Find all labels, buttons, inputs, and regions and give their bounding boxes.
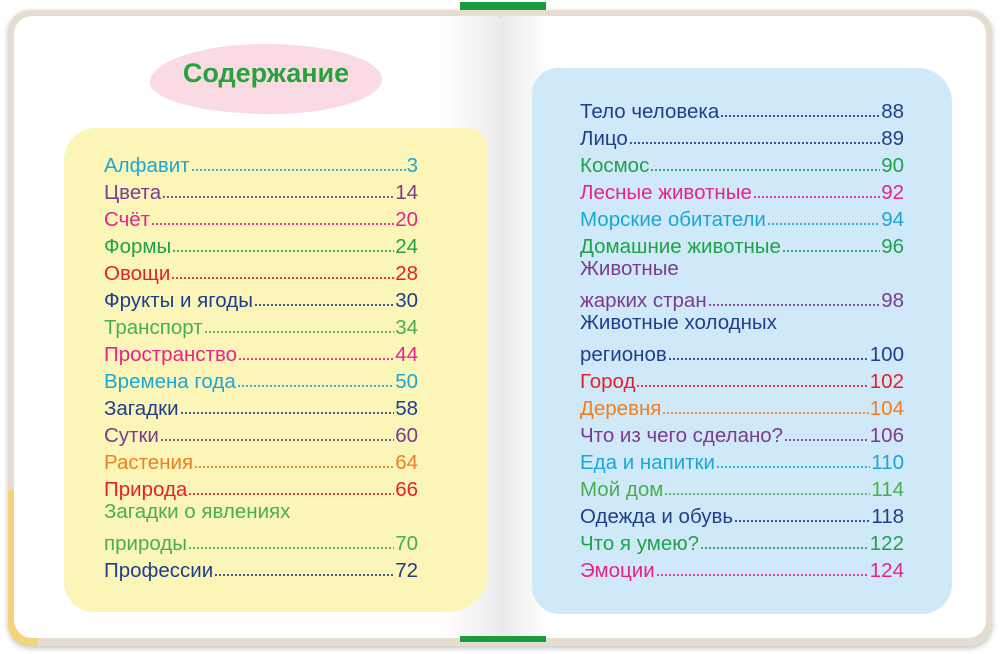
dot-leader bbox=[720, 114, 880, 118]
contents-entry[interactable] bbox=[580, 96, 904, 123]
contents-list-right bbox=[580, 96, 904, 582]
entry-title: Эмоции bbox=[580, 559, 655, 582]
dot-leader bbox=[782, 249, 880, 253]
contents-entry[interactable] bbox=[580, 366, 904, 393]
contents-entry[interactable] bbox=[580, 393, 904, 420]
contents-entry[interactable] bbox=[104, 555, 418, 582]
dot-leader bbox=[254, 303, 394, 307]
page-number: 58 bbox=[395, 397, 418, 420]
dot-leader bbox=[171, 276, 394, 280]
entry-title: Цвета bbox=[104, 181, 162, 204]
page-number: 3 bbox=[406, 154, 418, 177]
page-number: 122 bbox=[869, 532, 904, 555]
entry-title: Еда и напитки bbox=[580, 451, 715, 474]
page-number: 34 bbox=[395, 316, 418, 339]
contents-entry[interactable] bbox=[580, 123, 904, 150]
contents-entry[interactable] bbox=[104, 285, 418, 312]
contents-entry[interactable] bbox=[104, 366, 418, 393]
dot-leader bbox=[191, 168, 406, 172]
dot-leader bbox=[767, 222, 880, 226]
dot-leader bbox=[734, 519, 870, 523]
dot-leader bbox=[636, 384, 868, 388]
contents-entry[interactable] bbox=[104, 204, 418, 231]
page-number: 14 bbox=[395, 181, 418, 204]
page-number: 60 bbox=[395, 424, 418, 447]
entry-title: Времена года bbox=[104, 370, 236, 393]
entry-title: Лесные животные bbox=[580, 181, 752, 204]
entry-title: Город bbox=[580, 370, 636, 393]
entry-title: Деревня bbox=[580, 397, 662, 420]
dot-leader bbox=[188, 546, 394, 550]
page-number: 88 bbox=[881, 100, 904, 123]
page-number: 24 bbox=[395, 235, 418, 258]
contents-entry[interactable] bbox=[104, 501, 418, 555]
dot-leader bbox=[753, 195, 880, 199]
contents-list-left bbox=[104, 150, 418, 582]
contents-entry[interactable] bbox=[104, 231, 418, 258]
page-number: 66 bbox=[395, 478, 418, 501]
contents-entry[interactable] bbox=[104, 339, 418, 366]
entry-title: регионов bbox=[580, 343, 667, 366]
dot-leader bbox=[180, 411, 395, 415]
contents-entry[interactable] bbox=[104, 312, 418, 339]
page-number: 64 bbox=[395, 451, 418, 474]
page-number: 100 bbox=[869, 343, 904, 366]
page-number: 94 bbox=[881, 208, 904, 231]
page-number: 20 bbox=[395, 208, 418, 231]
page-number: 72 bbox=[395, 559, 418, 582]
entry-title-line: Животные холодных bbox=[580, 311, 777, 334]
contents-entry[interactable] bbox=[104, 258, 418, 285]
dot-leader bbox=[716, 465, 870, 469]
page-number: 110 bbox=[871, 451, 904, 474]
entry-title: Профессии bbox=[104, 559, 214, 582]
page-number: 90 bbox=[881, 154, 904, 177]
entry-title: Счёт bbox=[104, 208, 151, 231]
entry-title: Пространство bbox=[104, 343, 237, 366]
dot-leader bbox=[160, 438, 394, 442]
entry-title: Одежда и обувь bbox=[580, 505, 734, 528]
dot-leader bbox=[662, 411, 868, 415]
page-number: 102 bbox=[869, 370, 904, 393]
entry-title: Овощи bbox=[104, 262, 171, 285]
dot-leader bbox=[700, 546, 869, 550]
contents-entry[interactable] bbox=[580, 312, 904, 366]
dot-leader bbox=[668, 357, 869, 361]
dot-leader bbox=[629, 141, 880, 145]
contents-entry[interactable] bbox=[104, 420, 418, 447]
page-number: 92 bbox=[881, 181, 904, 204]
dot-leader bbox=[664, 492, 870, 496]
entry-title-line: Загадки о явлениях bbox=[104, 500, 291, 523]
page-number: 104 bbox=[869, 397, 904, 420]
contents-entry[interactable] bbox=[104, 177, 418, 204]
entry-title: природы bbox=[104, 532, 188, 555]
dot-leader bbox=[151, 222, 394, 226]
dot-leader bbox=[238, 357, 394, 361]
contents-entry[interactable] bbox=[580, 177, 904, 204]
page-number: 114 bbox=[871, 478, 904, 501]
entry-title: Сутки bbox=[104, 424, 159, 447]
entry-title: Фрукты и ягоды bbox=[104, 289, 253, 312]
page-number: 28 bbox=[395, 262, 418, 285]
dot-leader bbox=[172, 249, 394, 253]
contents-entry[interactable] bbox=[580, 420, 904, 447]
entry-title: Домашние животные bbox=[580, 235, 781, 258]
contents-entry[interactable] bbox=[580, 555, 904, 582]
dot-leader bbox=[237, 384, 394, 388]
page-number: 89 bbox=[881, 127, 904, 150]
contents-entry[interactable] bbox=[580, 150, 904, 177]
contents-entry[interactable] bbox=[580, 501, 904, 528]
entry-title: Транспорт bbox=[104, 316, 203, 339]
dot-leader bbox=[188, 492, 394, 496]
entry-title: жарких стран bbox=[580, 289, 707, 312]
contents-entry[interactable] bbox=[580, 528, 904, 555]
contents-entry[interactable] bbox=[580, 447, 904, 474]
dot-leader bbox=[784, 438, 869, 442]
contents-entry[interactable] bbox=[580, 231, 904, 258]
page-number: 30 bbox=[395, 289, 418, 312]
page-number: 124 bbox=[869, 559, 904, 582]
page-number: 96 bbox=[881, 235, 904, 258]
entry-title: Что из чего сделано? bbox=[580, 424, 784, 447]
contents-entry[interactable] bbox=[580, 204, 904, 231]
page-number: 44 bbox=[395, 343, 418, 366]
dot-leader bbox=[204, 330, 395, 334]
dot-leader bbox=[650, 168, 880, 172]
entry-title-line: Животные bbox=[580, 257, 679, 280]
dot-leader bbox=[194, 465, 394, 469]
entry-title: Морские обитатели bbox=[580, 208, 766, 231]
entry-title: Загадки bbox=[104, 397, 179, 420]
contents-entry[interactable] bbox=[580, 474, 904, 501]
entry-title: Мой дом bbox=[580, 478, 664, 501]
contents-entry[interactable] bbox=[580, 258, 904, 312]
entry-title: Что я умею? bbox=[580, 532, 700, 555]
contents-entry[interactable] bbox=[104, 393, 418, 420]
entry-title: Растения bbox=[104, 451, 194, 474]
page-number: 118 bbox=[871, 505, 904, 528]
bookmark-ribbon-bottom bbox=[460, 636, 546, 642]
dot-leader bbox=[162, 195, 394, 199]
page-title: Содержание bbox=[182, 58, 350, 88]
page-number: 70 bbox=[395, 532, 418, 555]
page-number: 50 bbox=[395, 370, 418, 393]
entry-title: Формы bbox=[104, 235, 172, 258]
entry-title: Лицо bbox=[580, 127, 628, 150]
bookmark-ribbon-top bbox=[460, 2, 546, 10]
dot-leader bbox=[656, 573, 869, 577]
contents-entry[interactable] bbox=[104, 447, 418, 474]
dot-leader bbox=[708, 303, 881, 307]
page-number: 98 bbox=[881, 289, 904, 312]
page-number: 106 bbox=[869, 424, 904, 447]
entry-title: Тело человека bbox=[580, 100, 720, 123]
entry-title: Природа bbox=[104, 478, 188, 501]
contents-entry[interactable] bbox=[104, 150, 418, 177]
contents-entry[interactable] bbox=[104, 474, 418, 501]
entry-title: Алфавит bbox=[104, 154, 190, 177]
entry-title: Космос bbox=[580, 154, 650, 177]
dot-leader bbox=[214, 573, 394, 577]
